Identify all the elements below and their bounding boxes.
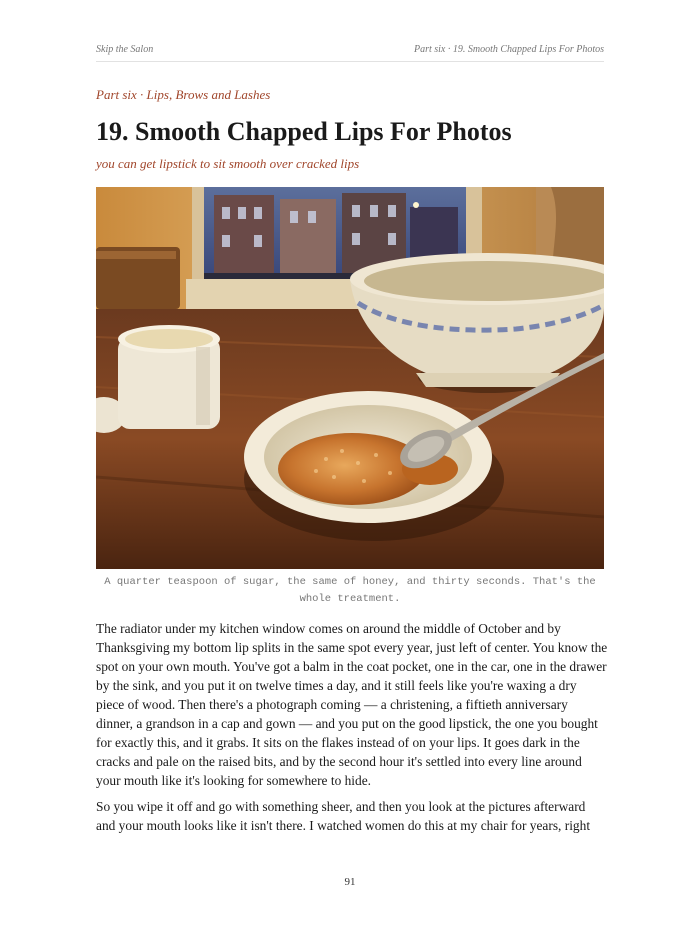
running-head-chapter: Part six · 19. Smooth Chapped Lips For Photos bbox=[413, 44, 604, 55]
paragraph-2: So you wipe it off and go with something sheer, and then you look at the pictures afterward and your mouth looks like it isn't there. I watched women do this at my chair for years, right bbox=[96, 799, 591, 833]
figure-caption bbox=[96, 574, 604, 608]
caption-line-2: whole treatment. bbox=[299, 593, 401, 605]
chapter-subtitle: you can get lipstick to sit smooth over cracked lips bbox=[96, 156, 360, 171]
running-head bbox=[96, 44, 604, 62]
part-label: Part six · Lips, Brows and Lashes bbox=[96, 87, 271, 102]
body-text bbox=[96, 619, 608, 842]
running-head-book-title: Skip the Salon bbox=[96, 44, 154, 55]
caption-line-1: A quarter teaspoon of sugar, the same of honey, and thirty seconds. That's the bbox=[104, 576, 596, 588]
photo-sugar-honey-scrub bbox=[96, 187, 604, 569]
paragraph-1: The radiator under my kitchen window comes on around the middle of October and by Thanksgiving my bottom lip splits in the same spot every year, just left of center. You know the spot on your own mouth. You've got a balm in the coat pocket, one in the car, one in the drawer by the sink, and you put it on twelve times a day, and it still feels like you're waxing a dry piece of wood. Then there's a photograph coming — a christening, a fiftieth anniversary dinner, a grandson in a cap and gown — and you put on the good lipstick, the one you bought for exactly this, and it grabs. It sits on the flakes instead of on your lips. It goes dark in the cracks and pale on the raised bits, and by the second hour it's settled into every line around your mouth like it's looking for somewhere to hide. bbox=[96, 621, 608, 788]
page-number: 91 bbox=[344, 876, 356, 888]
chapter-title: 19. Smooth Chapped Lips For Photos bbox=[96, 117, 512, 146]
